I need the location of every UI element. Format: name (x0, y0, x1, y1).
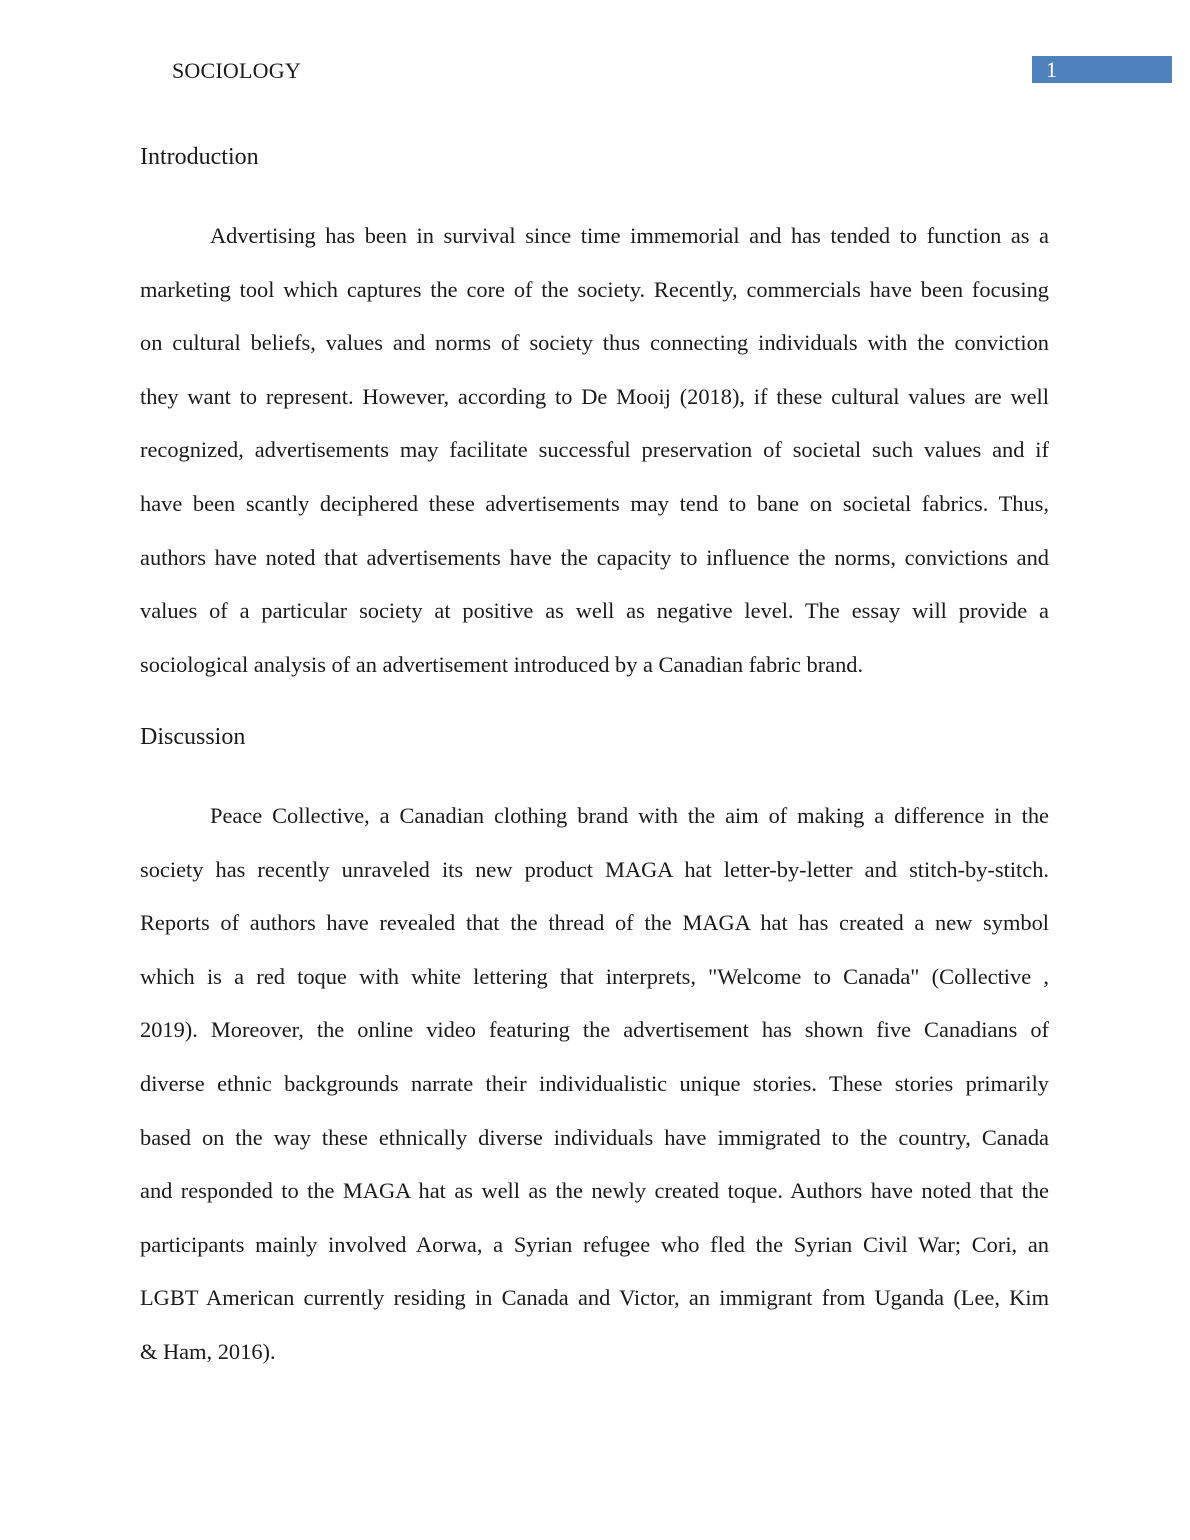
paragraph-line: authors have noted that advertisements have the capacity to influence the norms, convictions and (140, 544, 1049, 570)
section-heading-introduction: Introduction (140, 144, 259, 170)
paragraph-line: participants mainly involved Aorwa, a Syrian refugee who fled the Syrian Civil War; Cori, an (140, 1231, 1049, 1257)
paragraph-line: on cultural beliefs, values and norms of society thus connecting individuals with the conviction (140, 330, 1049, 356)
paragraph-line: LGBT American currently residing in Canada and Victor, an immigrant from Uganda (Lee, Kim (140, 1285, 1049, 1311)
paragraph-line: they want to represent. However, according to De Mooij (2018), if these cultural values are well (140, 383, 1049, 409)
paragraph-discussion (140, 789, 1049, 1379)
paragraph-line: recognized, advertisements may facilitate successful preservation of societal such values and if (140, 437, 1049, 463)
paragraph-line: Peace Collective, a Canadian clothing brand with the aim of making a difference in the (210, 803, 1049, 828)
paragraph-line: based on the way these ethnically diverse individuals have immigrated to the country, Canada (140, 1124, 1049, 1150)
paragraph-line: marketing tool which captures the core of the society. Recently, commercials have been focusing (140, 276, 1049, 302)
paragraph-line: 2019). Moreover, the online video featuring the advertisement has shown five Canadians of (140, 1017, 1049, 1043)
paragraph-introduction (140, 209, 1049, 691)
paragraph-line: & Ham, 2016). (140, 1338, 276, 1364)
page-number: 1 (1046, 57, 1057, 82)
paragraph-line: have been scantly deciphered these advertisements may tend to bane on societal fabrics. Thus, (140, 490, 1049, 516)
paragraph-line: Reports of authors have revealed that the thread of the MAGA hat has created a new symbol (140, 910, 1049, 936)
paragraph-line: and responded to the MAGA hat as well as the newly created toque. Authors have noted that the (140, 1178, 1049, 1204)
paragraph-line: Advertising has been in survival since time immemorial and has tended to function as a (210, 223, 1049, 248)
paragraph-line: diverse ethnic backgrounds narrate their individualistic unique stories. These stories primarily (140, 1070, 1049, 1096)
paragraph-line: values of a particular society at positive as well as negative level. The essay will provide a (140, 598, 1049, 624)
paragraph-line: society has recently unraveled its new product MAGA hat letter-by-letter and stitch-by-stitch. (140, 856, 1049, 882)
paragraph-line: sociological analysis of an advertisement introduced by a Canadian fabric brand. (140, 651, 864, 677)
page-number-badge (1032, 56, 1172, 83)
section-heading-discussion: Discussion (140, 724, 246, 750)
running-head: SOCIOLOGY (172, 58, 301, 83)
paragraph-line: which is a red toque with white lettering that interprets, "Welcome to Canada" (Collective , (140, 963, 1049, 989)
